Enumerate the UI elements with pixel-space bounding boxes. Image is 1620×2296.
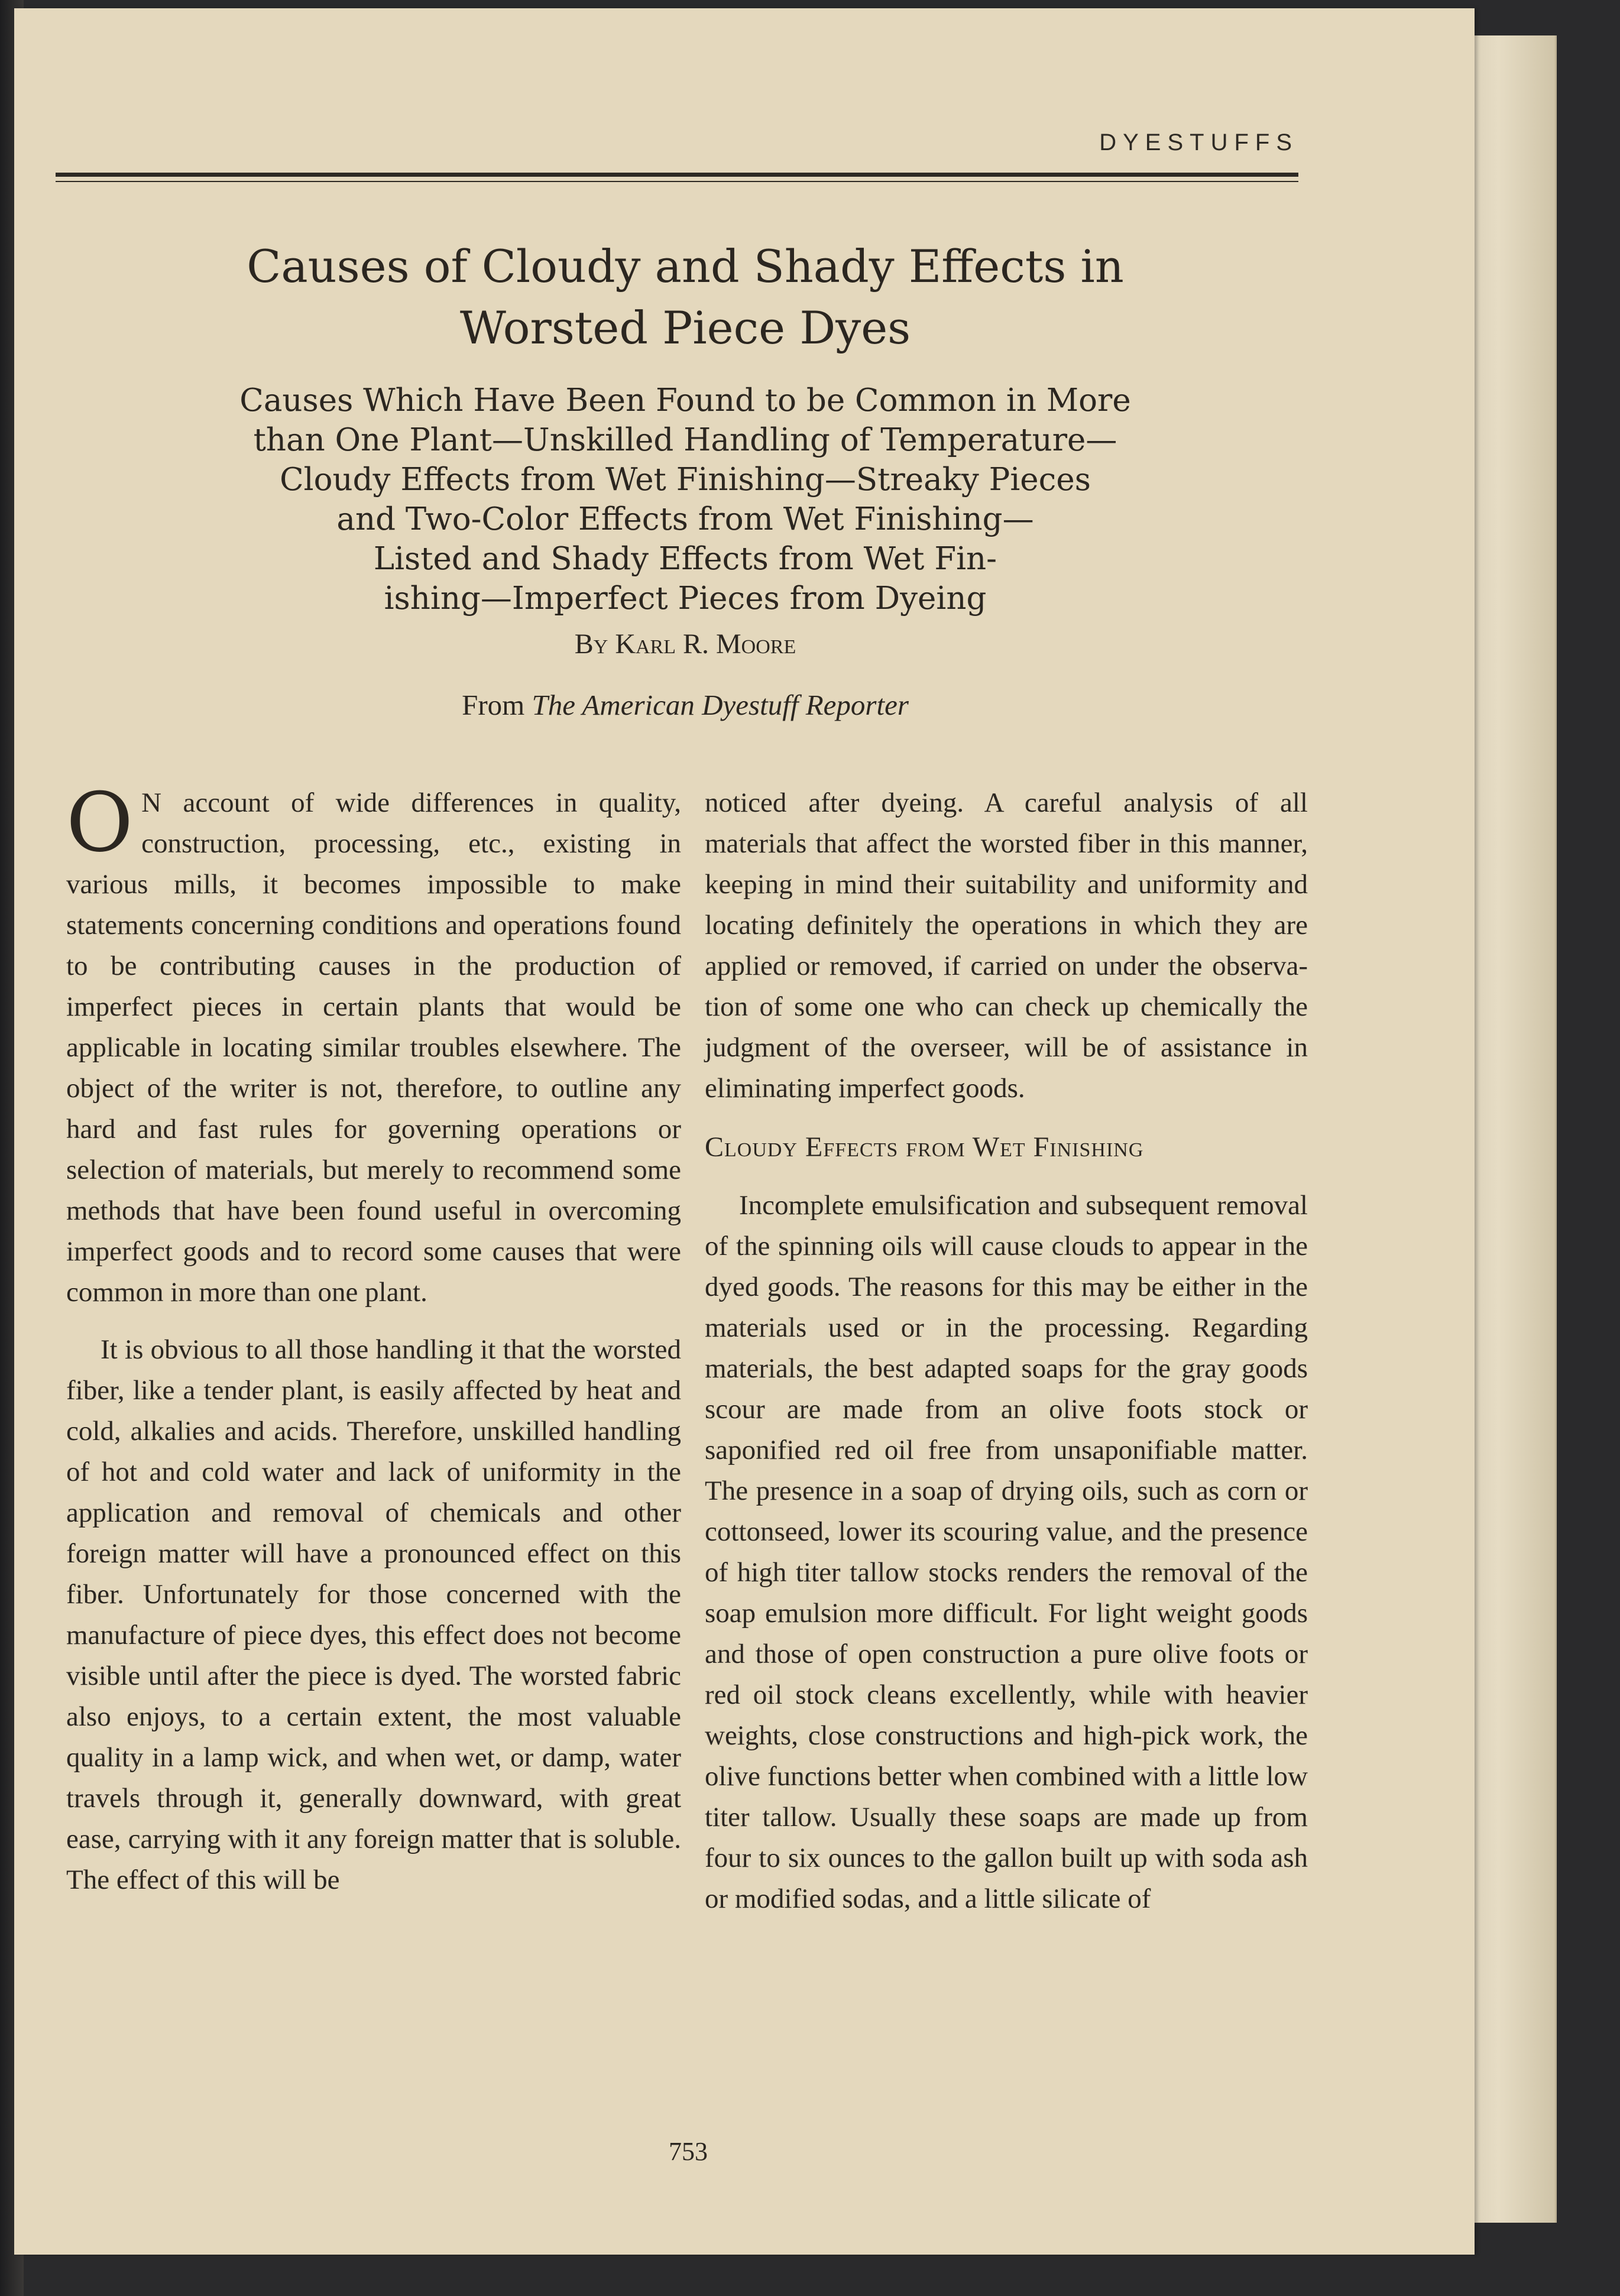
subtitle-line: Causes Which Have Been Found to be Common in More [239,382,1131,419]
author-byline: By Karl R. Moore [574,628,796,660]
right-column [705,783,1308,1919]
running-head: DYESTUFFS [1099,129,1298,155]
header-rule-thick [56,173,1298,177]
opening-small-caps: N [141,787,162,818]
article-subtitle [127,381,1244,618]
paragraph: noticed after dyeing. A careful analysis of all materials that affect the worsted fiber in this manner, keeping in mind their suitability and uniformity and locating definitely the operations in which they are applied or removed, if carried on under the observation of some one who can check up chemically the judgment of the overseer, will be of assistance in eliminating imperfect goods. [705,787,1308,1104]
stacked-page-edges [1460,35,1557,2223]
left-column [66,775,681,1901]
section-heading: Cloudy Effects from Wet Finishing [705,1131,1144,1163]
title-line-2: Worsted Piece Dyes [459,301,911,354]
source-credit [85,688,1285,722]
title-line-1: Causes of Cloudy and Shady Effects in [247,240,1124,293]
subtitle-line: Cloudy Effects from Wet Finishing—Streaky Pieces [280,462,1091,498]
drop-cap: O [66,775,134,870]
subtitle-line: and Two-Color Effects from Wet Finishing— [336,501,1034,537]
source-prefix: From [462,689,532,721]
paragraph: Incomplete emulsification and subsequent removal of the spinning oils will cause clouds to appear in the dyed goods. The reasons for this may be either in the materials used or in the processing. Regarding materials, the best adapted soaps for the gray goods scour are made from an olive foots stock or saponified red oil free from unsaponifiable matter. The presence in a soap of drying oils, such as corn or cottonseed, lower its scouring value, and the presence of high titer tallow stocks renders the removal of the soap emulsion more difficult. For light weight goods and those of open construction a pure olive foots or red oil stock cleans excellently, while with heavier weights, close constructions and high-pick work, the olive functions better when combined with a little low titer tallow. Usually these soaps are made up from four to six ounces to the gallon built up with soda ash or modified sodas, and a little silicate of [705,1190,1308,1914]
source-publication: The American Dyestuff Reporter [532,689,909,721]
subtitle-line: ishing—Imperfect Pieces from Dyeing [384,581,987,617]
paragraph-text: account of wide differences in quality, construction, processing, etc., existing in various mills, it becomes impossible to make statements concerning conditions and operations found to be contributing causes in the production of imperfect pieces in certain plants that would be applicable in locating similar troubles elsewhere. The object of the writer is not, therefore, to outline any hard and fast rules for governing operations or selection of materials, but merely to recommend some methods that have been found useful in overcoming imperfect goods and to record some causes that were common in more than one plant. [66,787,681,1308]
journal-page [14,8,1475,2255]
header-rule-thin [56,181,1298,182]
paragraph: It is obvious to all those handling it that the worsted fiber, like a tender plant, is easily affected by heat and cold, alkalies and acids. Therefore, unskilled handling of hot and cold water and lack of uniformity in the application and removal of chemicals and other foreign matter will have a pronounced effect on this fiber. Unfortunately for those concerned with the manufacture of piece dyes, this effect does not become visible until after the piece is dyed. The worsted fabric also enjoys, to a certain extent, the most valuable quality in a lamp wick, and when wet, or damp, water travels through it, generally downward, with great ease, carrying with it any foreign matter that is soluble. The effect of this will be [66,1334,681,1895]
paragraph [66,775,681,1313]
page-number: 753 [669,2137,708,2166]
subtitle-line: than One Plant—Unskilled Handling of Temperature— [253,422,1117,458]
article-title [85,236,1285,359]
subtitle-line: Listed and Shady Effects from Wet Fin- [373,541,997,577]
